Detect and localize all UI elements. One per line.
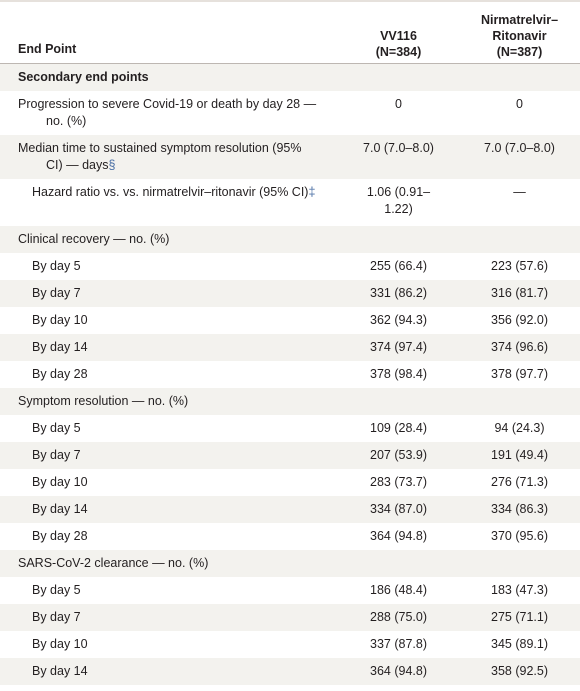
table-row — [0, 415, 580, 442]
progression-nr: 0 — [516, 97, 523, 111]
median-time-nr: 7.0 (7.0–8.0) — [484, 141, 555, 155]
nr-value: 316 (81.7) — [491, 286, 548, 300]
median-time-vv116: 7.0 (7.0–8.0) — [363, 141, 434, 155]
row-label: By day 5 — [32, 583, 81, 597]
table-row — [0, 280, 580, 307]
group-label: SARS-CoV-2 clearance — no. (%) — [18, 556, 209, 570]
row-label: By day 10 — [32, 637, 88, 651]
hazard-ratio-nr: — — [513, 185, 526, 199]
nirmatrelvir-n: (N=387) — [496, 45, 543, 59]
group-label: Symptom resolution — no. (%) — [18, 394, 189, 408]
nr-value: 223 (57.6) — [491, 259, 548, 273]
row-label: By day 28 — [32, 367, 88, 381]
table-row — [0, 253, 580, 280]
row-label: By day 10 — [32, 475, 88, 489]
end-point-header: End Point — [18, 42, 77, 56]
vv116-header — [338, 28, 459, 63]
table-row — [0, 442, 580, 469]
table-row — [0, 577, 580, 604]
footnote-double-dagger[interactable]: ‡ — [308, 185, 316, 199]
group-label: Clinical recovery — no. (%) — [18, 232, 170, 246]
hazard-ratio-row — [0, 179, 580, 226]
row-label: By day 28 — [32, 529, 88, 543]
vv116-value: 255 (66.4) — [370, 259, 427, 273]
nirmatrelvir-header — [459, 12, 580, 63]
vv116-value: 362 (94.3) — [370, 313, 427, 327]
median-time-row — [0, 135, 580, 179]
table-row — [0, 334, 580, 361]
median-time-label: Median time to sustained symptom resolution (95% CI) — days§ — [18, 141, 302, 172]
group-row-symptom-resolution — [0, 388, 580, 415]
footnote-section-mark[interactable]: § — [108, 158, 116, 172]
nr-value: 378 (97.7) — [491, 367, 548, 381]
nr-value: 374 (96.6) — [491, 340, 548, 354]
row-label: By day 5 — [32, 259, 81, 273]
table-row — [0, 658, 580, 685]
vv116-value: 337 (87.8) — [370, 637, 427, 651]
row-label: By day 10 — [32, 313, 88, 327]
vv116-value: 288 (75.0) — [370, 610, 427, 624]
row-label: By day 7 — [32, 286, 81, 300]
vv116-value: 207 (53.9) — [370, 448, 427, 462]
hazard-ratio-label: Hazard ratio vs. vs. nirmatrelvir–ritonavir (95% CI)‡ — [32, 185, 316, 199]
progression-row — [0, 91, 580, 135]
nr-value: 275 (71.1) — [491, 610, 548, 624]
row-label: By day 7 — [32, 448, 81, 462]
nr-value: 191 (49.4) — [491, 448, 548, 462]
nirmatrelvir-name-line1: Nirmatrelvir– — [480, 13, 559, 27]
nr-value: 358 (92.5) — [491, 664, 548, 678]
vv116-value: 331 (86.2) — [370, 286, 427, 300]
vv116-value: 364 (94.8) — [370, 664, 427, 678]
table-header — [0, 2, 580, 64]
nr-value: 334 (86.3) — [491, 502, 548, 516]
nr-value: 356 (92.0) — [491, 313, 548, 327]
nr-value: 370 (95.6) — [491, 529, 548, 543]
row-label: By day 14 — [32, 340, 88, 354]
row-label: By day 14 — [32, 502, 88, 516]
table-row — [0, 523, 580, 550]
table-row — [0, 631, 580, 658]
progression-label: Progression to severe Covid-19 or death by day 28 — no. (%) — [18, 97, 317, 128]
table-row — [0, 604, 580, 631]
vv116-value: 378 (98.4) — [370, 367, 427, 381]
row-label: By day 14 — [32, 664, 88, 678]
table-row — [0, 307, 580, 334]
vv116-value: 186 (48.4) — [370, 583, 427, 597]
table-row — [0, 361, 580, 388]
vv116-value: 283 (73.7) — [370, 475, 427, 489]
group-row-sars-cov-2-clearance — [0, 550, 580, 577]
secondary-endpoints-label: Secondary end points — [18, 70, 149, 84]
vv116-n: (N=384) — [375, 45, 422, 59]
nr-value: 183 (47.3) — [491, 583, 548, 597]
row-label: By day 5 — [32, 421, 81, 435]
table-row — [0, 469, 580, 496]
vv116-value: 334 (87.0) — [370, 502, 427, 516]
table-row — [0, 496, 580, 523]
secondary-endpoints-row — [0, 64, 580, 91]
vv116-value: 374 (97.4) — [370, 340, 427, 354]
vv116-value: 109 (28.4) — [370, 421, 427, 435]
progression-vv116: 0 — [395, 97, 402, 111]
vv116-name: VV116 — [380, 29, 417, 43]
nr-value: 276 (71.3) — [491, 475, 548, 489]
vv116-value: 364 (94.8) — [370, 529, 427, 543]
nirmatrelvir-name-line2: Ritonavir — [492, 29, 547, 43]
row-label: By day 7 — [32, 610, 81, 624]
nr-value: 94 (24.3) — [494, 421, 545, 435]
nr-value: 345 (89.1) — [491, 637, 548, 651]
group-row-clinical-recovery — [0, 226, 580, 253]
hazard-ratio-vv116: 1.06 (0.91– 1.22) — [366, 185, 431, 216]
